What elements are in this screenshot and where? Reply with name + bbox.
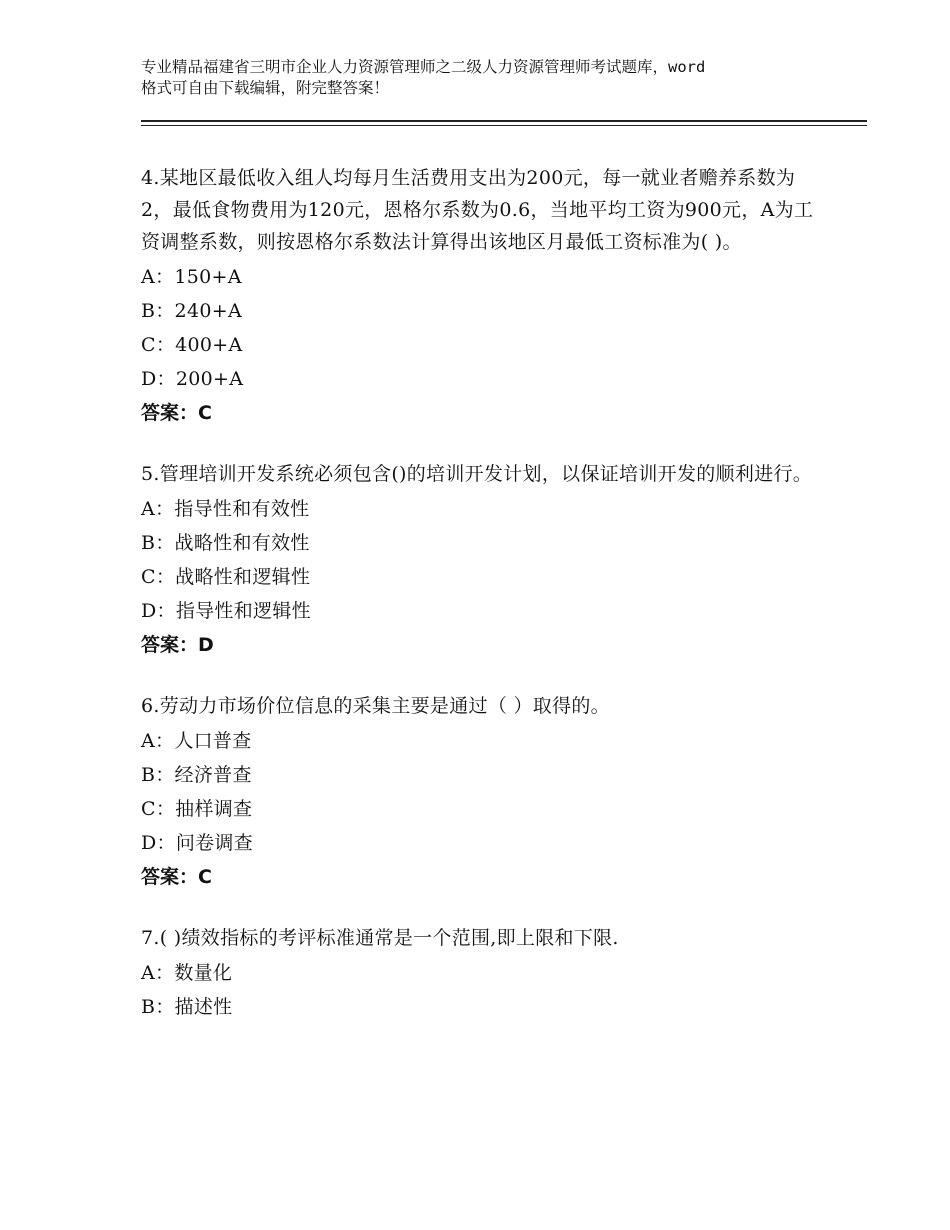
question-text: 5.管理培训开发系统必须包含()的培训开发计划，以保证培训开发的顺利进行。 [141,463,813,485]
option-b: B：经济普查 [141,764,252,786]
option-d: D：指导性和逻辑性 [141,600,311,622]
answer-label: 答案：D [141,634,214,656]
question-item [141,458,821,662]
header-divider-thick [141,120,867,122]
option-b: B：战略性和有效性 [141,532,310,554]
option-a: A：150+A [141,266,242,288]
option-c: C：400+A [141,334,243,356]
question-text: 7.( )绩效指标的考评标准通常是一个范围,即上限和下限. [141,927,619,949]
option-d: D：200+A [141,368,244,390]
question-text: 4.某地区最低收入组人均每月生活费用支出为200元，每一就业者赡养系数为2，最低食物费用为120元，恩格尔系数为0.6，当地平均工资为900元，A为工资调整系数，则按恩格尔系数法计算得出该地区月最低工资标准为( )。 [141,167,814,253]
header-divider-thin [141,125,867,126]
option-a: A：指导性和有效性 [141,498,310,520]
option-d: D：问卷调查 [141,832,254,854]
question-text: 6.劳动力市场价位信息的采集主要是通过（ ）取得的。 [141,695,610,717]
question-item [141,162,821,430]
question-item [141,690,821,894]
document-header [141,57,831,99]
question-list [141,162,821,1052]
option-a: A：人口普查 [141,730,252,752]
answer-label: 答案：C [141,866,212,888]
header-line-1: 专业精品福建省三明市企业人力资源管理师之二级人力资源管理师考试题库，word [141,58,706,76]
option-a: A：数量化 [141,962,233,984]
option-b: B：描述性 [141,996,233,1018]
header-line-2: 格式可自由下载编辑，附完整答案！ [141,79,390,97]
option-c: C：抽样调查 [141,798,253,820]
answer-label: 答案：C [141,402,212,424]
option-b: B：240+A [141,300,242,322]
option-c: C：战略性和逻辑性 [141,566,311,588]
question-item [141,922,821,1024]
